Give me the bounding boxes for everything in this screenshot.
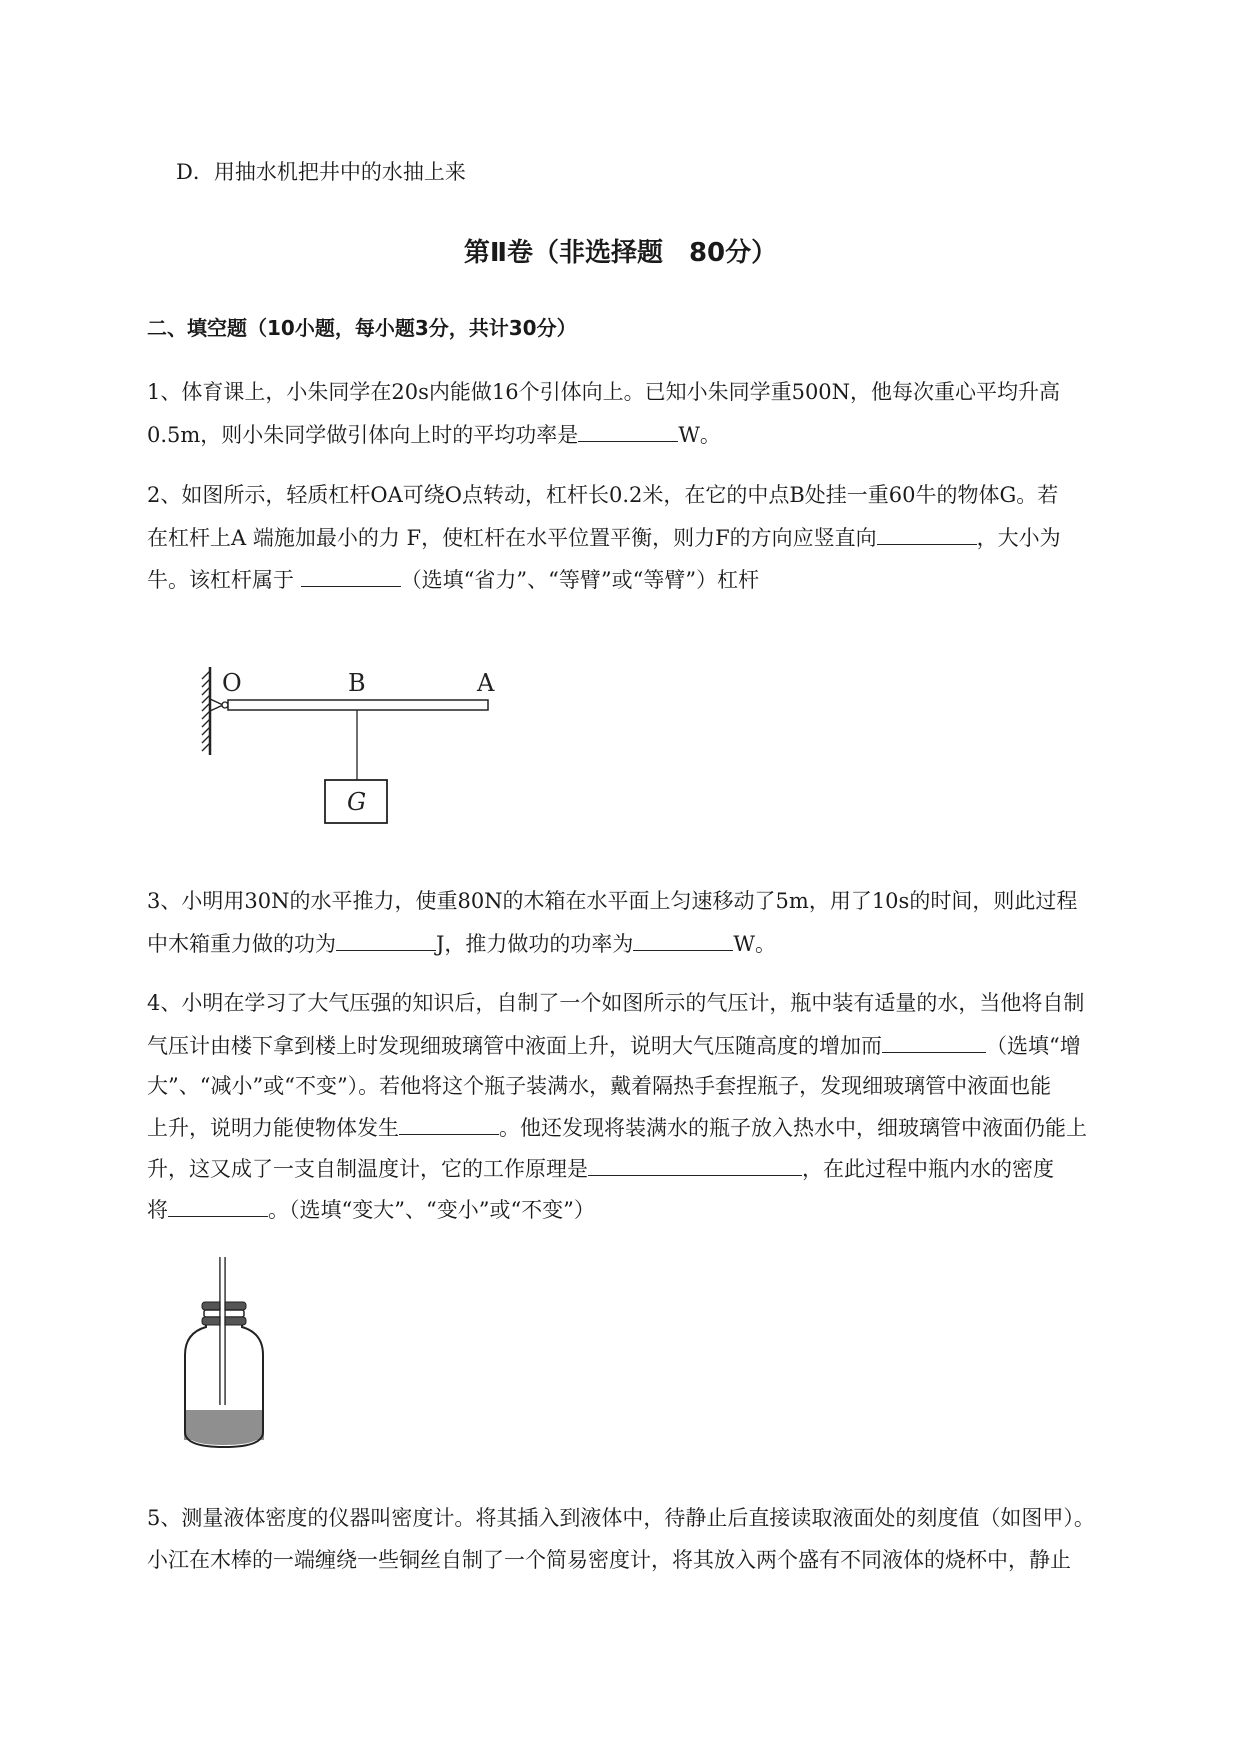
- q4-line6-text: 将: [147, 1198, 168, 1222]
- q4-line4-text: 上升，说明力能使物体发生: [147, 1116, 399, 1140]
- q2-line2-tail: ，大小为: [976, 526, 1061, 550]
- q4-principle-blank[interactable]: [588, 1153, 802, 1176]
- q4-line4-tail: 。他还发现将装满水的瓶子放入热水中，细玻璃管中液面仍能上: [499, 1116, 1087, 1140]
- q4-line1: 4、小明在学习了大气压强的知识后，自制了一个如图所示的气压计，瓶中装有适量的水，当他将自制: [147, 991, 1085, 1015]
- q4-line4: [147, 1112, 1087, 1143]
- q3-line1: 3、小明用30N的水平推力，使重80N的木箱在水平面上匀速移动了5m，用了10s的时间，则此过程: [147, 889, 1078, 913]
- q1-line1: 1、体育课上，小朱同学在20s内能做16个引体向上。已知小朱同学重500N，他每次重心平均升高: [147, 380, 1061, 404]
- section-title: 二、填空题（10小题，每小题3分，共计30分）: [147, 316, 577, 340]
- q1-line2-text: 0.5m，则小朱同学做引体向上时的平均功率是: [147, 423, 579, 447]
- q3-line2-text: 中木箱重力做的功为: [147, 932, 336, 956]
- q4-deformation-blank[interactable]: [399, 1112, 499, 1135]
- q2-line2-text: 在杠杆上A 端施加最小的力 F，使杠杆在水平位置平衡，则力F的方向应竖直向: [147, 526, 877, 550]
- q4-line3: 大”、“减小”或“不变”）。若他将这个瓶子装满水，戴着隔热手套捏瓶子，发现细玻璃管中液面也能: [147, 1074, 1052, 1098]
- q1-line2: [147, 419, 721, 450]
- label-a: A: [477, 669, 495, 697]
- q4-line5-tail: ，在此过程中瓶内水的密度: [802, 1157, 1054, 1181]
- lever-bar: [228, 700, 488, 710]
- label-o: O: [222, 669, 242, 697]
- bottle-water-body: [184, 1410, 264, 1440]
- q1-answer-blank[interactable]: [578, 419, 678, 442]
- q4-line2-text: 气压计由楼下拿到楼上时发现细玻璃管中液面上升，说明大气压随高度的增加而: [147, 1034, 882, 1058]
- q2-line3: [147, 564, 759, 595]
- bottle-barometer-figure: [170, 1255, 280, 1455]
- q4-line5-text: 升，这又成了一支自制温度计，它的工作原理是: [147, 1157, 588, 1181]
- q3-line2: [147, 928, 776, 959]
- q4-line6-tail: 。（选填“变大”、“变小”或“不变”）: [268, 1198, 595, 1222]
- pivot-bracket: [210, 699, 223, 711]
- q2-type-blank[interactable]: [301, 564, 401, 587]
- label-g: G: [347, 788, 367, 816]
- q1-line2-unit: W。: [678, 423, 721, 447]
- q3-work-blank[interactable]: [336, 928, 436, 951]
- q4-density-blank[interactable]: [168, 1194, 268, 1217]
- q2-line3-tail: （选填“省力”、“等臂”或“等臂”）杠杆: [400, 568, 760, 592]
- q4-line2: [147, 1030, 1081, 1061]
- q3-line2-mid: J，推力做功的功率为: [436, 932, 634, 956]
- q2-line3-text: 牛。该杠杆属于: [147, 568, 301, 592]
- part-title: 第Ⅱ卷（非选择题 80分）: [463, 238, 778, 268]
- q2-direction-blank[interactable]: [877, 522, 977, 545]
- q4-line5: [147, 1153, 1054, 1184]
- pivot-o: [222, 702, 228, 708]
- q4-line2-tail: （选填“增: [986, 1034, 1081, 1058]
- q3-line2-unit: W。: [733, 932, 777, 956]
- option-d: D．用抽水机把井中的水抽上来: [176, 160, 466, 184]
- q3-power-blank[interactable]: [633, 928, 733, 951]
- lever-figure: [195, 655, 515, 830]
- q4-pressure-blank[interactable]: [882, 1030, 986, 1053]
- q5-line1: 5、测量液体密度的仪器叫密度计。将其插入到液体中，待静止后直接读取液面处的刻度值（如图甲）。: [147, 1506, 1095, 1530]
- q2-line1: 2、如图所示，轻质杠杆OA可绕O点转动，杠杆长0.2米，在它的中点B处挂一重60牛的物体G。若: [147, 483, 1059, 507]
- glass-tube-inner: [221, 1257, 225, 1405]
- q4-line6: [147, 1194, 595, 1225]
- label-b: B: [348, 669, 366, 697]
- q2-line2: [147, 522, 1061, 553]
- q5-line2: 小江在木棒的一端缠绕一些铜丝自制了一个简易密度计，将其放入两个盛有不同液体的烧杯中，静止: [147, 1548, 1071, 1572]
